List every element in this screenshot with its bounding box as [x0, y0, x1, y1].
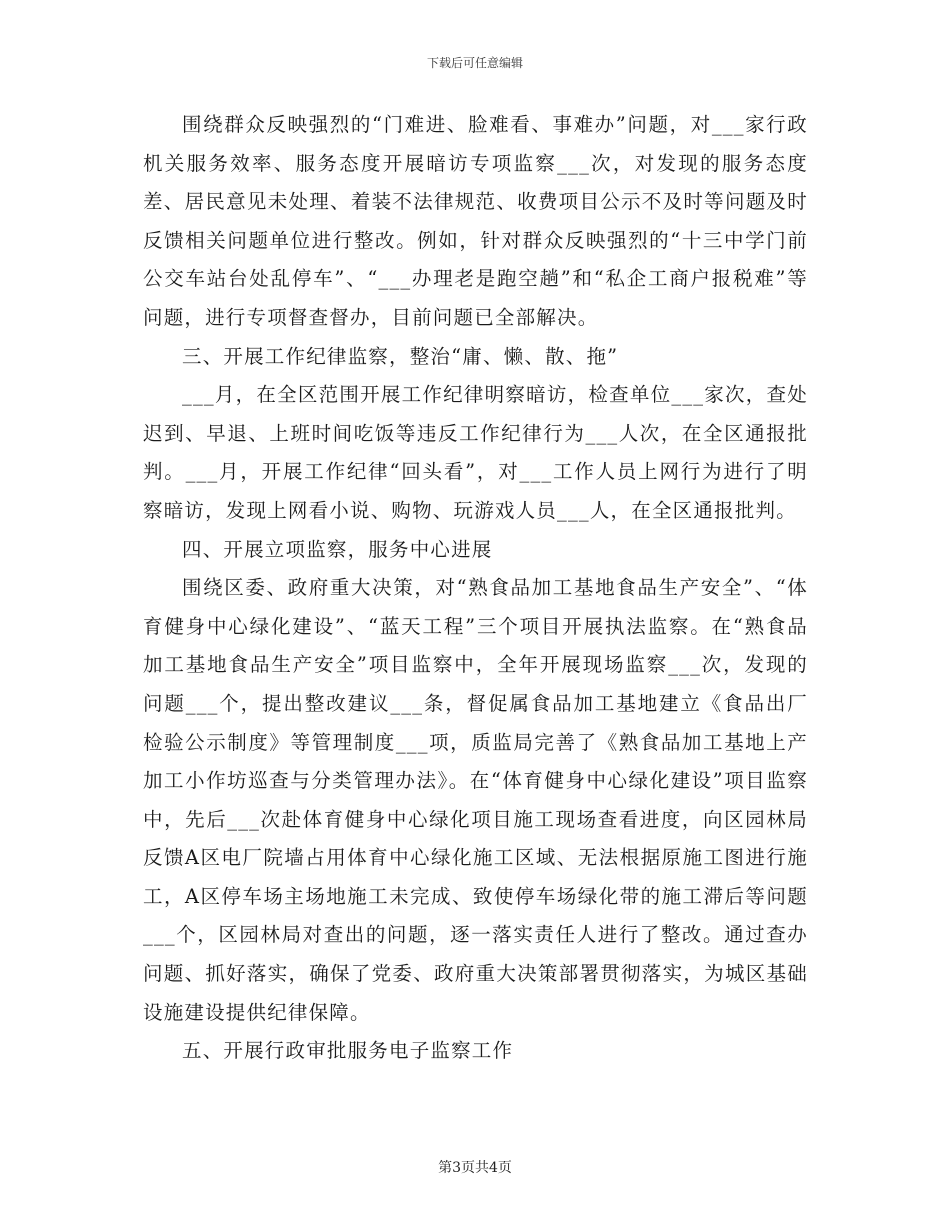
heading-section-5: 五、开展行政审批服务电子监察工作: [182, 1039, 514, 1063]
heading-section-4: 四、开展立项监察，服务中心进展: [182, 537, 493, 561]
paragraph-work-discipline: ___月，在全区范围开展工作纪律明察暗访，检查单位___家次，查处迟到、早退、上班时间吃饭等违反工作纪律行为___人次，在全区通报批判。___月，开展工作纪律“回头看”，对___工作人员上网行为进行了明察暗访，发现上网看小说、购物、玩游戏人员___人，在全区通报批判。: [143, 383, 808, 522]
page-header: 下载后可任意编辑: [426, 56, 523, 70]
paragraph-service-inspection: 围绕群众反映强烈的“门难进、脸难看、事难办”问题，对___家行政机关服务效率、服务态度开展暗访专项监察___次，对发现的服务态度差、居民意见未处理、着装不法律规范、收费项目公示不及时等问题及时反馈相关问题单位进行整改。例如，针对群众反映强烈的“十三中学门前公交车站台处乱停车”、“___办理老是跑空趟”和“私企工商户报税难”等问题，进行专项督查督办，目前问题已全部解决。: [143, 113, 808, 329]
page-footer: 第3页共4页: [438, 1160, 512, 1176]
document-body: [143, 106, 808, 1071]
paragraph-project-inspection: 围绕区委、政府重大决策，对“熟食品加工基地食品生产安全”、“体育健身中心绿化建设”、“蓝天工程”三个项目开展执法监察。在“熟食品加工基地食品生产安全”项目监察中，全年开展现场监察___次，发现的问题___个，提出整改建议___条，督促属食品加工基地建立《食品出厂检验公示制度》等管理制度___项，质监局完善了《熟食品加工基地上产加工小作坊巡查与分类管理办法》。在“体育健身中心绿化建设”项目监察中，先后___次赴体育健身中心绿化项目施工现场查看进度，向区园林局反馈A区电厂院墙占用体育中心绿化施工区域、无法根据原施工图进行施工，A区停车场主场地施工未完成、致使停车场绿化带的施工滞后等问题___个，区园林局对查出的问题，逐一落实责任人进行了整改。通过查办问题、抓好落实，确保了党委、政府重大决策部署贯彻落实，为城区基础设施建设提供纪律保障。: [143, 576, 808, 1024]
heading-section-3: 三、开展工作纪律监察，整治“庸、懒、散、拖”: [182, 344, 619, 368]
